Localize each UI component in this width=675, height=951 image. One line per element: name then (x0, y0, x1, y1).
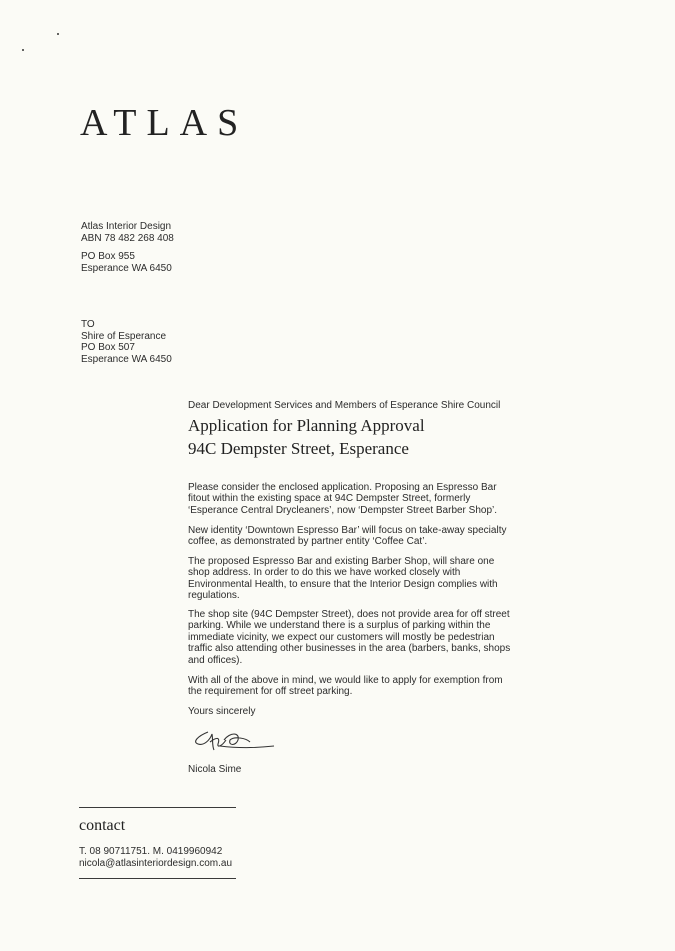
contact-divider-top (79, 807, 236, 808)
contact-phones: T. 08 90711751. M. 0419960942 (79, 846, 223, 857)
letter-title (188, 414, 518, 460)
closing: Yours sincerely (188, 706, 256, 717)
sender-address (81, 221, 174, 244)
recipient-po-box: PO Box 507 (81, 342, 135, 353)
contact-divider-bottom (79, 878, 236, 879)
scan-speck (57, 33, 59, 35)
salutation: Dear Development Services and Members of Esperance Shire Council (188, 400, 501, 411)
recipient-name: Shire of Esperance (81, 330, 167, 342)
recipient-city: Esperance WA 6450 (81, 353, 172, 365)
sender-city: Esperance WA 6450 (81, 262, 172, 274)
contact-details (79, 846, 232, 869)
paragraph-4: The shop site (94C Dempster Street), does not provide area for off street parking. While we understand there is a surplus of parking within the immediate vicinity, we expect our customers will mostly be pedestrian traffic also attending other businesses in the area (barbers, banks, shops and offices). (188, 609, 511, 666)
recipient-to-label: TO (81, 319, 95, 330)
paragraph-2: New identity ‘Downtown Espresso Bar’ will focus on take-away specialty coffee, as demonstrated by partner entity ‘Coffee Cat’. (188, 525, 507, 548)
sender-company: Atlas Interior Design (81, 221, 172, 232)
contact-heading: contact (79, 817, 126, 834)
atlas-logo: ATLAS (80, 102, 249, 144)
sender-po-box: PO Box 955 (81, 251, 135, 262)
scan-speck (22, 49, 24, 51)
letter-title-line2: 94C Dempster Street, Esperance (188, 439, 409, 458)
paragraph-1: Please consider the enclosed application. Proposing an Espresso Bar fitout within the existing space at 94C Dempster Street, formerly ‘Esperance Central Drycleaners’, now ‘Dempster Street Barber Shop’. (188, 482, 498, 516)
signature-image (190, 726, 280, 756)
paragraph-3: The proposed Espresso Bar and existing Barber Shop, will share one shop address. In order to do this we have worked closely with Environmental Health, to ensure that the Interior Design complies with regulations. (188, 556, 498, 602)
paragraph-5: With all of the above in mind, we would like to apply for exemption from the requirement for off street parking. (188, 675, 503, 698)
letter-title-line1: Application for Planning Approval (188, 416, 425, 435)
signatory-name: Nicola Sime (188, 764, 242, 775)
contact-email[interactable]: nicola@atlasinteriordesign.com.au (79, 857, 233, 869)
sender-abn: ABN 78 482 268 408 (81, 232, 174, 244)
recipient-address (81, 319, 172, 365)
sender-postal (81, 251, 172, 274)
